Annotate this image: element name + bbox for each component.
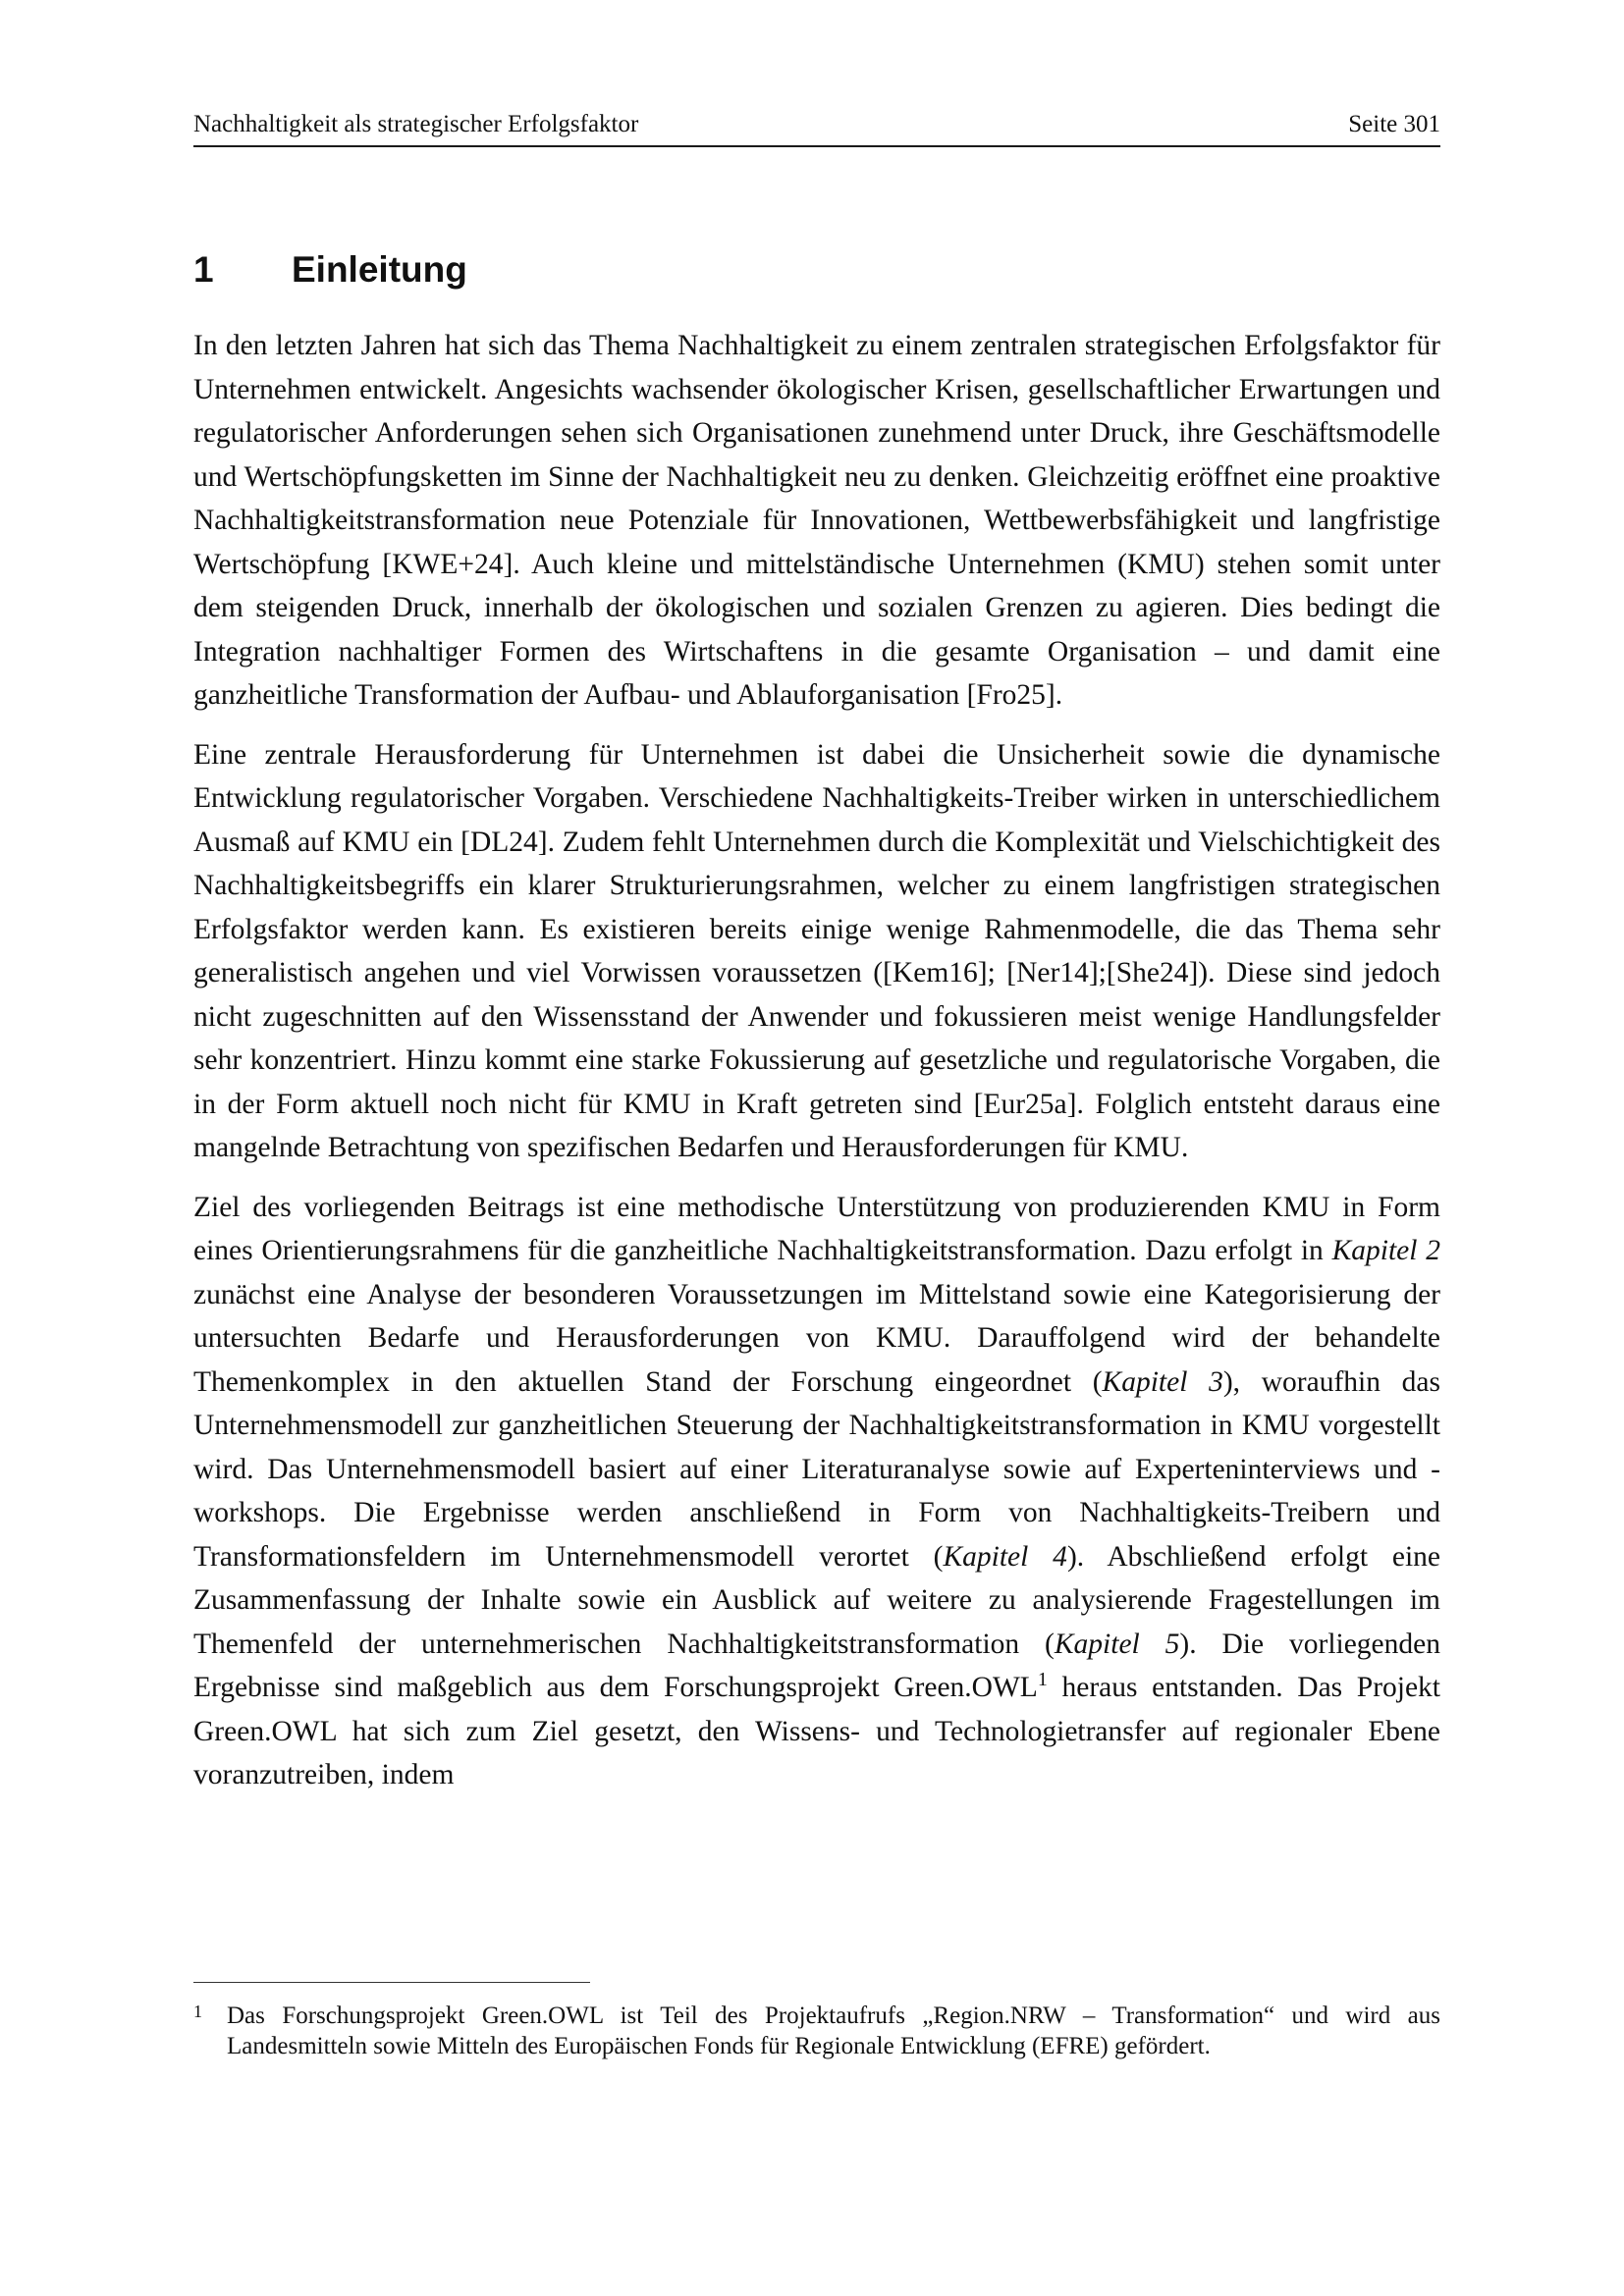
page-number: Seite 301 xyxy=(1348,111,1440,137)
header-title: Nachhaltigkeit als strategischer Erfolgsfaktor xyxy=(193,111,639,137)
paragraph-3-text: ). Die vorliegenden Ergebnisse sind maßgeblich aus dem Forschungsprojekt Green.OWL xyxy=(193,1628,1440,1703)
section-number: 1 xyxy=(193,249,214,290)
footnote-separator xyxy=(193,1982,590,1983)
chapter-3-reference: Kapitel 3 xyxy=(1102,1365,1223,1398)
paragraph-3-text: Ziel des vorliegenden Beitrags ist eine methodische Unterstützung von produzierenden KMU in Form eines Orientierungsrahmens für die ganzheitliche Nachhaltigkeitstransformation. Dazu erfolgt in xyxy=(193,1191,1440,1266)
footnote xyxy=(193,2001,1440,2061)
paragraph-3-text: zunächst eine Analyse der besonderen Voraussetzungen im Mittelstand sowie eine Kategorisierung der untersuchten Bedarfe und Herausforderungen von KMU. Darauffolgend wird der behandelte Themenkomplex in den aktuellen Stand der Forschung eingeordnet ( xyxy=(193,1278,1440,1398)
running-header xyxy=(193,110,1440,147)
footnote-text: Das Forschungsprojekt Green.OWL ist Teil des Projektaufrufs „Region.NRW – Transformation“ und wird aus Landesmitteln sowie Mitteln des Europäischen Fonds für Regionale Entwicklung (EFRE) gefördert. xyxy=(227,2002,1440,2059)
paragraph-3 xyxy=(193,1186,1440,1797)
document-page xyxy=(193,0,1440,2296)
section-title: Einleitung xyxy=(292,249,467,290)
paragraph-2: Eine zentrale Herausforderung für Unternehmen ist dabei die Unsicherheit sowie die dynamische Entwicklung regulatorischer Vorgaben. Verschiedene Nachhaltigkeits-Treiber wirken in unterschiedlichem Ausmaß auf KMU ein [DL24]. Zudem fehlt Unternehmen durch die Komplexität und Vielschichtigkeit des Nachhaltigkeitsbegriffs ein klarer Strukturierungsrahmen, welcher zu einem langfristigen strategischen Erfolgsfaktor werden kann. Es existieren bereits einige wenige Rahmenmodelle, die das Thema sehr generalistisch angehen und viel Vorwissen voraussetzen ([Kem16]; [Ner14];[She24]). Diese sind jedoch nicht zugeschnitten auf den Wissensstand der Anwender und fokussieren meist wenige Handlungsfelder sehr konzentriert. Hinzu kommt eine starke Fokussierung auf gesetzliche und regulatorische Vorgaben, die in der Form aktuell noch nicht für KMU in Kraft getreten sind [Eur25a]. Folglich entsteht daraus eine mangelnde Betrachtung von spezifischen Bedarfen und Herausforderungen für KMU. xyxy=(193,738,1440,1163)
paragraph-3-text: ), woraufhin das Unternehmensmodell zur ganzheitlichen Steuerung der Nachhaltigkeitstransformation in KMU vorgestellt wird. Das Unternehmensmodell basiert auf einer Literaturanalyse sowie auf Experteninterviews und -workshops. Die Ergebnisse werden anschließend in Form von Nachhaltigkeits-Treibern und Transformationsfeldern im Unternehmensmodell verortet ( xyxy=(193,1365,1440,1573)
paragraph-1: In den letzten Jahren hat sich das Thema Nachhaltigkeit zu einem zentralen strategischen Erfolgsfaktor für Unternehmen entwickelt. Angesichts wachsender ökologischer Krisen, gesellschaftlicher Erwartungen und regulatorischer Anforderungen sehen sich Organisationen zunehmend unter Druck, ihre Geschäftsmodelle und Wertschöpfungsketten im Sinne der Nachhaltigkeit neu zu denken. Gleichzeitig eröffnet eine proaktive Nachhaltigkeitstransformation neue Potenziale für Innovationen, Wettbewerbsfähigkeit und langfristige Wertschöpfung [KWE+24]. Auch kleine und mittelständische Unternehmen (KMU) stehen somit unter dem steigenden Druck, innerhalb der ökologischen und sozialen Grenzen zu agieren. Dies bedingt die Integration nachhaltiger Formen des Wirtschaftens in die gesamte Organisation – und damit eine ganzheitliche Transformation der Aufbau- und Ablauforganisation [Fro25]. xyxy=(193,330,1440,711)
paragraph-3-text: heraus entstanden. Das Projekt Green.OWL hat sich zum Ziel gesetzt, den Wissens- und Technologietransfer auf regionaler Ebene voranzutreiben, indem xyxy=(193,1672,1440,1790)
footnote-mark: 1 xyxy=(193,2002,202,2021)
section-heading xyxy=(193,245,467,294)
body-text xyxy=(193,324,1440,1813)
chapter-2-reference: Kapitel 2 xyxy=(1331,1235,1441,1266)
paragraph-3-text: ). Abschließend erfolgt eine Zusammenfassung der Inhalte sowie ein Ausblick auf weitere zu analysierende Fragestellungen im Themenfeld der unternehmerischen Nachhaltigkeitstransformation ( xyxy=(193,1540,1441,1660)
footnote-reference: 1 xyxy=(1037,1669,1048,1691)
chapter-4-reference: Kapitel 4 xyxy=(943,1540,1067,1573)
chapter-5-reference: Kapitel 5 xyxy=(1054,1628,1180,1660)
